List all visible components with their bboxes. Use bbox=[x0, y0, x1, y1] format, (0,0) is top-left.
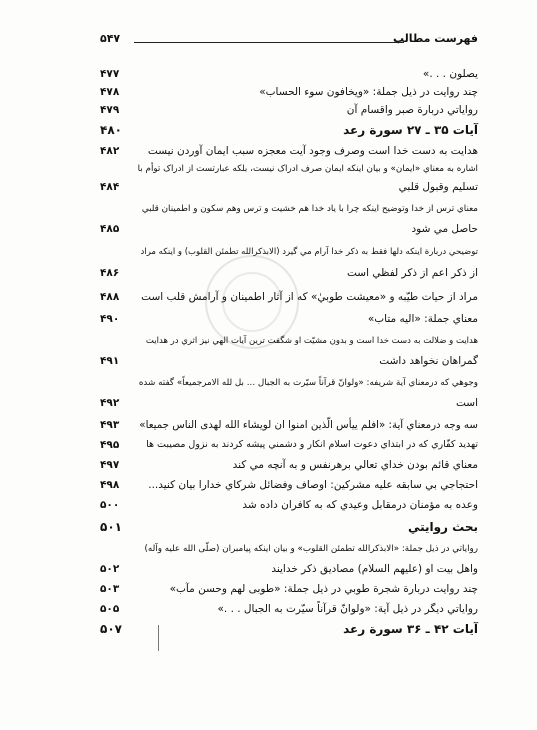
toc-entry-page: ۴۹۱ bbox=[100, 355, 120, 367]
toc-entry-text: سه وجه درمعناي آية: «افلم ييأس الّذين امنوا ان لويشاء الله لهدى الناس جميعا» bbox=[139, 419, 478, 431]
toc-entry-text: معناي جملة: «اليه متاب» bbox=[367, 313, 478, 325]
toc-entry-page: ۴۸۶ bbox=[100, 267, 120, 279]
toc-entry-page: ۵۰۰ bbox=[100, 499, 120, 511]
toc-entry bbox=[100, 142, 478, 160]
toc-entry-text: يصلون . . .» bbox=[422, 68, 478, 80]
toc-section-heading bbox=[100, 518, 478, 536]
toc-entry bbox=[100, 352, 478, 370]
toc-entry-text: از ذکر اعم از ذکر لفظي است bbox=[346, 267, 478, 279]
toc-entry-page: ۴۹۵ bbox=[100, 439, 120, 451]
toc-entry bbox=[100, 200, 478, 218]
toc-entry bbox=[100, 310, 478, 328]
toc-entry bbox=[100, 560, 478, 578]
toc-entry-text: معناي ترس از خدا وتوضيح اينكه چرا با ياد خدا هم خشيت و ترس وهم سکون و اطمينان قلبي bbox=[141, 204, 478, 214]
toc-entry bbox=[100, 540, 478, 558]
toc-entry-text: رواياتي در ذيل جملة: «الابذکرالله تطمئن القلوب» و بيان اينكه پيامبران (صلّى الله عليه وآله) bbox=[144, 544, 478, 554]
toc-entry-page: ۴۷۸ bbox=[100, 86, 120, 98]
toc-entry bbox=[100, 178, 478, 196]
toc-entry-text: تهديد کفّاري که در ابتداي دعوت اسلام انکار و دشمني پيشه کردند به نزول مصيبت ها bbox=[146, 439, 478, 450]
toc-entry-text: آيات ۴۲ ـ ۳۶ سورة رعد bbox=[343, 622, 478, 636]
toc-entry-text: وعده به مؤمنان درمقابل وعيدي که به کافران داده شد bbox=[242, 499, 478, 511]
toc-section-heading bbox=[100, 121, 478, 139]
toc-entry-text: بحث روايتي bbox=[407, 520, 478, 534]
margin-mark bbox=[158, 625, 159, 651]
toc-entry-page: ۴۹۲ bbox=[100, 397, 120, 409]
toc-entry bbox=[100, 101, 478, 119]
toc-entry bbox=[100, 416, 478, 434]
toc-entry-text: توضيحي دربارة اينكه دلها فقط به ذکر خدا آرام مي گيرد (الابذکرالله تطمئن القلوب) و اينکه مراد bbox=[140, 247, 478, 257]
toc-entry bbox=[100, 496, 478, 514]
toc-entry bbox=[100, 394, 478, 412]
toc-entry-text: تسليم وقبول قلبي bbox=[398, 181, 478, 193]
page-header bbox=[100, 30, 478, 50]
toc-entry bbox=[100, 580, 478, 598]
toc-entry-page: ۵۰۲ bbox=[100, 563, 120, 575]
toc-entry bbox=[100, 160, 478, 178]
toc-entry-text: چند روايت در ذيل جملة: «ويخافون سوء الحساب» bbox=[259, 86, 478, 98]
toc-entry-text: رواياتي دربارة صبر واقسام آن bbox=[346, 104, 478, 116]
toc-entry-page: ۴۸۰ bbox=[100, 123, 122, 137]
header-rule bbox=[134, 42, 404, 43]
toc-entry bbox=[100, 264, 478, 282]
toc-entry-page: ۵۰۱ bbox=[100, 520, 122, 534]
toc-entry-text: است bbox=[455, 397, 478, 409]
toc-entry-text: اشاره به معناي «ايمان» و بيان اينكه ايمان صرف ادراک نيست، بلکه عبارتست از ادراک توأم با bbox=[137, 164, 478, 174]
toc-entry bbox=[100, 600, 478, 618]
toc-entry-page: ۵۰۷ bbox=[100, 622, 122, 636]
toc-entry-page: ۴۹۸ bbox=[100, 479, 120, 491]
toc-entry bbox=[100, 83, 478, 101]
header-title: فهرست مطالب bbox=[392, 32, 478, 45]
toc-entry-text: حاصل مي شود bbox=[411, 223, 478, 235]
toc-entry-text: چند روايت دربارة شجرة طوبي در ذيل جملة: «طوبى لهم وحسن مآب» bbox=[169, 583, 478, 595]
toc-entry-text: وجوهي که درمعناي آية شريفه: «ولوانّ قرآناً سيّرت به الجبال ... بل لله الامرجميعاً» گفته شده bbox=[138, 378, 478, 388]
toc-entry-text: هدايت و ضلالت به دست خدا است و بدون مشيّت او شگفت ترين آيات الهي نيز اثري در هدايت bbox=[145, 336, 478, 346]
toc-entry-page: ۵۰۳ bbox=[100, 583, 120, 595]
toc-entry bbox=[100, 476, 478, 494]
toc-entry-text: هدايت به دست خدا است وصرف وجود آيت معجزه سبب ايمان آوردن نيست bbox=[147, 145, 478, 157]
toc-entry-page: ۴۹۷ bbox=[100, 459, 120, 471]
toc-entry-page: ۴۹۳ bbox=[100, 419, 120, 431]
toc-entry bbox=[100, 374, 478, 392]
toc-entry-page: ۴۸۸ bbox=[100, 291, 120, 303]
toc-entry bbox=[100, 436, 478, 454]
toc-entry-text: احتجاجي بي سابقه عليه مشرکين: اوصاف وفضائل شرکاي خدارا بيان کنيد... bbox=[148, 479, 478, 491]
toc-entry-page: ۴۸۴ bbox=[100, 181, 120, 193]
toc-section-heading bbox=[100, 620, 478, 638]
toc-entry-page: ۴۸۵ bbox=[100, 223, 120, 235]
toc-entry-text: رواياتي ديگر در ذيل آية: «ولوانّ قرآناً سيّرت به الجبال . . .» bbox=[217, 603, 478, 615]
header-page-number: ۵۴۷ bbox=[100, 32, 121, 45]
toc-entry-text: گمراهان نخواهد داشت bbox=[379, 355, 478, 367]
toc-entry bbox=[100, 243, 478, 261]
toc-entry-text: واهل بيت او (عليهم السلام) مصاديق ذکر خدايند bbox=[271, 563, 478, 575]
toc-entry-page: ۴۷۹ bbox=[100, 104, 120, 116]
toc-entry-page: ۴۹۰ bbox=[100, 313, 120, 325]
toc-entry-page: ۵۰۵ bbox=[100, 603, 120, 615]
toc-entry bbox=[100, 288, 478, 306]
toc-entry bbox=[100, 456, 478, 474]
toc-entry-page: ۴۸۲ bbox=[100, 145, 120, 157]
toc-entry-text: معناي قائم بودن خداي تعالي برهرنفس و به آنچه مي کند bbox=[232, 459, 478, 471]
toc-entry-text: مراد از حيات طيّبه و «معيشت طوبيٰ» که از آثار اطمينان و آرامش قلب است bbox=[141, 291, 478, 303]
toc-entry-page: ۴۷۷ bbox=[100, 68, 120, 80]
toc-entry bbox=[100, 220, 478, 238]
toc-entry-text: آيات ۳۵ ـ ۲۷ سورة رعد bbox=[343, 123, 478, 137]
toc-entry bbox=[100, 332, 478, 350]
toc-entry bbox=[100, 65, 478, 83]
